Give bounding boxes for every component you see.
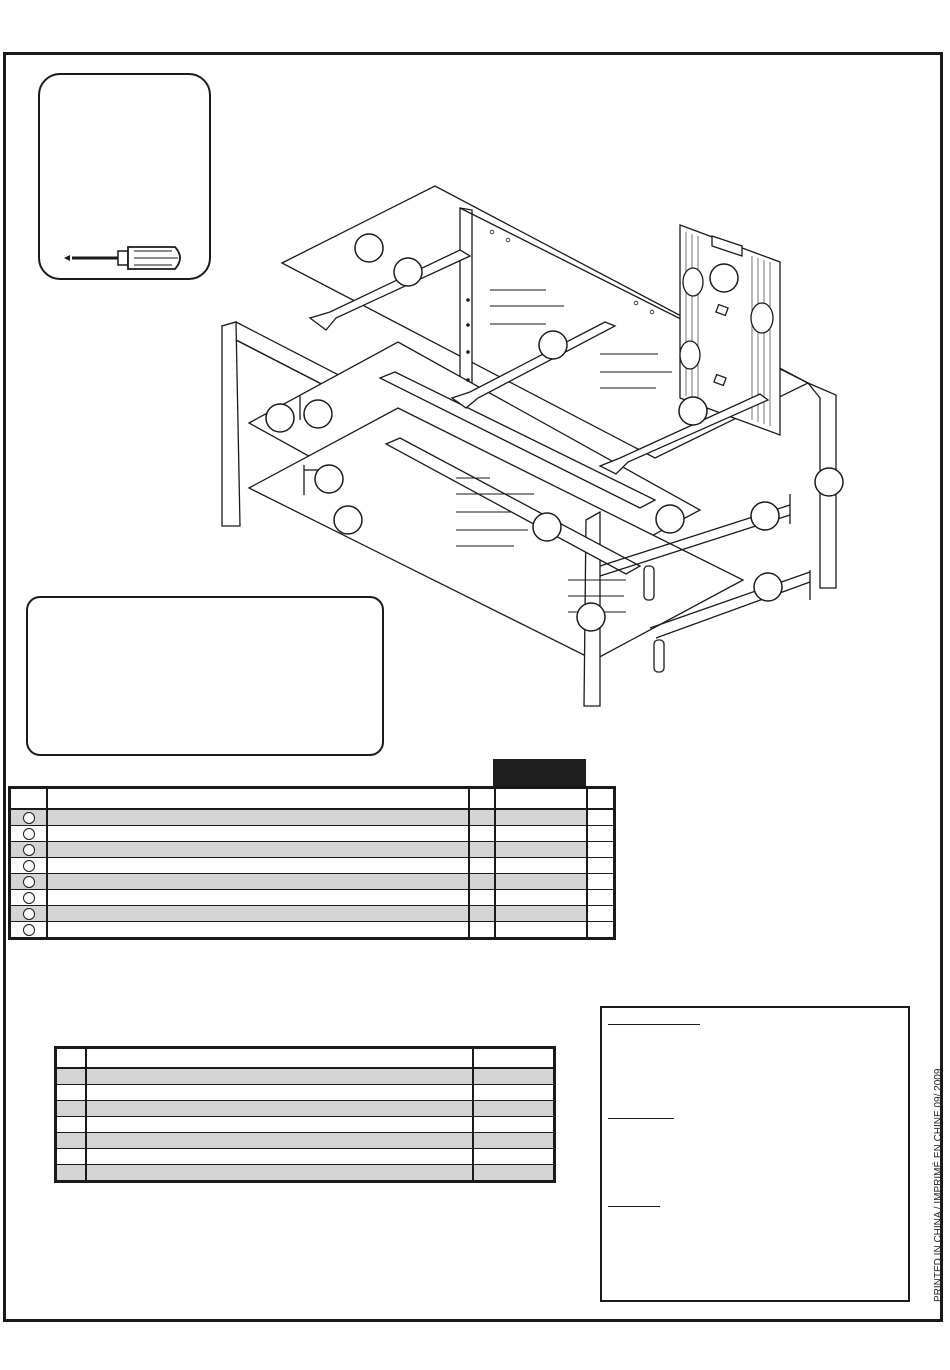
callout-circle bbox=[533, 513, 561, 541]
callout-circle bbox=[304, 400, 332, 428]
callout-circle bbox=[656, 505, 684, 533]
contact-info-box bbox=[600, 1006, 910, 1302]
part-circle bbox=[23, 844, 35, 856]
table-row bbox=[10, 826, 615, 842]
part-circle bbox=[23, 924, 35, 936]
callout-circle bbox=[577, 603, 605, 631]
parts-table bbox=[8, 786, 616, 940]
callout-circle bbox=[754, 573, 782, 601]
hardware-table bbox=[54, 1046, 556, 1183]
part-circle bbox=[23, 876, 35, 888]
printed-in-china-text: PRINTED IN CHINA / IMPRIMÉ EN CHINE 09/ 2009 bbox=[933, 1068, 944, 1302]
table-row bbox=[10, 890, 615, 906]
table-row bbox=[10, 858, 615, 874]
callout-circle bbox=[815, 468, 843, 496]
notice-box bbox=[26, 596, 384, 756]
table-row bbox=[56, 1133, 555, 1149]
callout-circle bbox=[355, 234, 383, 262]
table-row bbox=[10, 906, 615, 922]
table-row bbox=[10, 842, 615, 858]
table-row bbox=[56, 1085, 555, 1101]
table-row bbox=[56, 1149, 555, 1165]
part-circle bbox=[23, 828, 35, 840]
section-underline bbox=[608, 1024, 700, 1025]
table-row bbox=[56, 1101, 555, 1117]
left-front-leg bbox=[222, 322, 240, 526]
callout-circle bbox=[710, 264, 738, 292]
table-row bbox=[56, 1068, 555, 1085]
table-row bbox=[10, 809, 615, 826]
callout-circle bbox=[539, 331, 567, 359]
part-circle bbox=[23, 908, 35, 920]
part-circle bbox=[23, 812, 35, 824]
table-row bbox=[10, 874, 615, 890]
callout-circle bbox=[315, 465, 343, 493]
callout-circle bbox=[334, 506, 362, 534]
table-row bbox=[56, 1117, 555, 1133]
table-row bbox=[10, 922, 615, 939]
section-underline bbox=[608, 1118, 674, 1119]
callout-circle bbox=[751, 502, 779, 530]
parts-table-tab-header bbox=[493, 759, 586, 786]
part-circle bbox=[23, 860, 35, 872]
section-underline bbox=[608, 1206, 660, 1207]
callout-circle bbox=[679, 397, 707, 425]
callout-circle bbox=[394, 258, 422, 286]
rear-frame-post bbox=[460, 208, 472, 400]
part-circle bbox=[23, 892, 35, 904]
callout-circle bbox=[266, 404, 294, 432]
table-row bbox=[56, 1165, 555, 1182]
